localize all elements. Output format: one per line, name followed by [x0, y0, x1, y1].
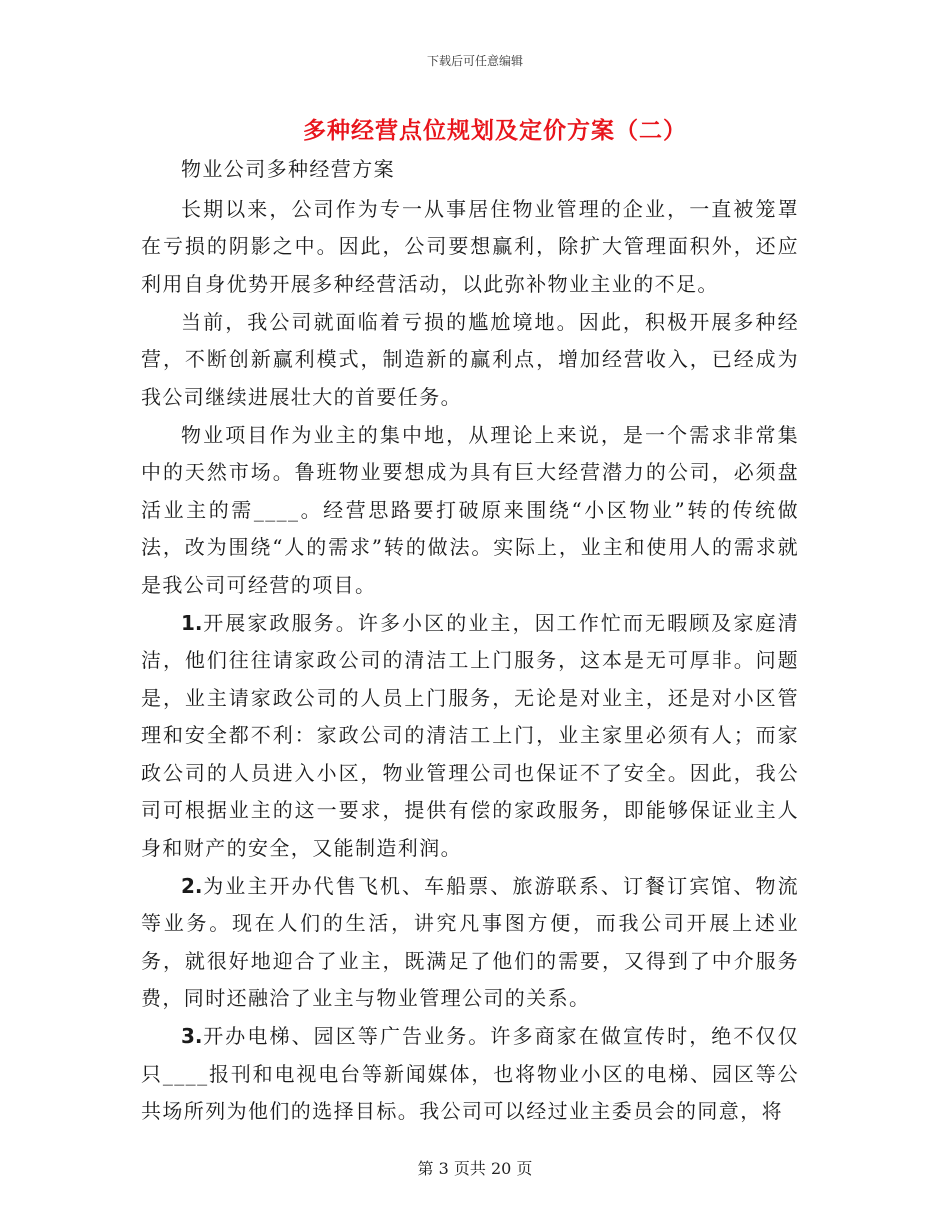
- paragraph-market: 物业项目作为业主的集中地，从理论上来说，是一个需求非常集中的天然市场。鲁班物业要想成为具有巨大经营潜力的公司，必须盘活业主的需____。经营思路要打破原来围绕“小区物业”转的传统做法，改为围绕“人的需求”转的做法。实际上，业主和使用人的需求就是我公司可经营的项目。: [141, 422, 799, 597]
- paragraph-intro: 长期以来，公司作为专一从事居住物业管理的企业，一直被笼罩在亏损的阴影之中。因此，公司要想赢利，除扩大管理面积外，还应利用自身优势开展多种经营活动，以此弥补物业主业的不足。: [141, 196, 799, 296]
- item-text: 开展家政服务。许多小区的业主，因工作忙而无暇顾及家庭清洁，他们往往请家政公司的清洁工上门服务，这本是无可厚非。问题是，业主请家政公司的人员上门服务，无论是对业主，还是对小区管理和安全都不利：家政公司的清洁工上门，业主家里必须有人；而家政公司的人员进入小区，物业管理公司也保证不了安全。因此，我公司可根据业主的这一要求，提供有偿的家政服务，即能够保证业主人身和财产的安全，又能制造利润。: [141, 610, 799, 860]
- item-number: 1.: [181, 610, 203, 635]
- list-item-housekeeping: [141, 605, 799, 868]
- section-subtitle: 物业公司多种经营方案: [181, 157, 395, 181]
- list-item-ticketing: [141, 868, 799, 1018]
- document-body: [141, 151, 799, 1131]
- item-number: 2.: [181, 873, 203, 898]
- item-number: 3.: [181, 1024, 203, 1048]
- page-header: 下载后可任意编辑: [426, 54, 523, 68]
- item-text: 为业主开办代售飞机、车船票、旅游联系、订餐订宾馆、物流等业务。现在人们的生活，讲究凡事图方便，而我公司开展上述业务，就很好地迎合了业主，既满足了他们的需要，又得到了中介服务费，同时还融洽了业主与物业管理公司的关系。: [141, 873, 799, 1010]
- item-text: 开办电梯、园区等广告业务。许多商家在做宣传时，绝不仅仅只____报刊和电视电台等新闻媒体，也将物业小区的电梯、园区等公共场所列为他们的选择目标。我公司可以经过业主委员会的同意，将: [141, 1024, 799, 1123]
- document-title: 多种经营点位规划及定价方案（二）: [303, 117, 687, 144]
- paragraph-current-situation: 当前，我公司就面临着亏损的尴尬境地。因此，积极开展多种经营，不断创新赢利模式，制造新的赢利点，增加经营收入，已经成为我公司继续进展壮大的首要任务。: [141, 309, 799, 409]
- list-item-advertising: [141, 1018, 799, 1131]
- page-footer: 第 3 页共 20 页: [417, 1159, 533, 1178]
